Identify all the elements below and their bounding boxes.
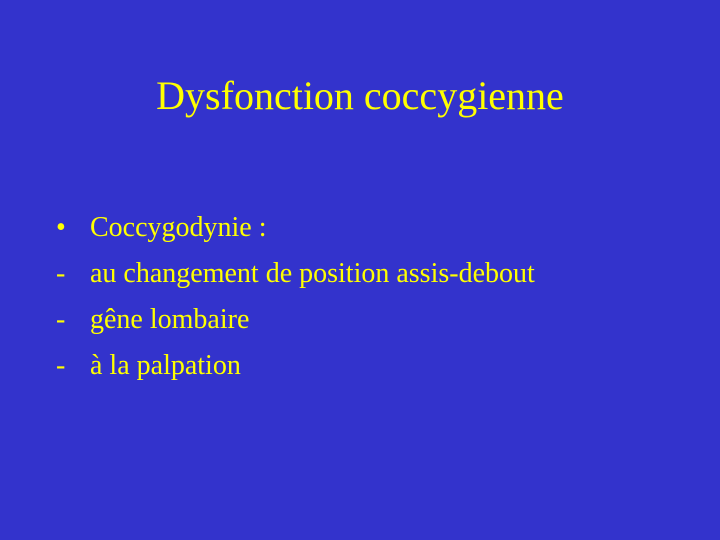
bullet-text: à la palpation bbox=[90, 350, 241, 381]
slide-title: Dysfonction coccygienne bbox=[156, 73, 564, 118]
dash-marker: - bbox=[56, 304, 66, 335]
bullet-marker: • bbox=[56, 212, 66, 243]
bullet-text: au changement de position assis-debout bbox=[90, 258, 535, 289]
bullet-item bbox=[54, 297, 694, 343]
bullet-item bbox=[54, 343, 694, 389]
bullet-item bbox=[54, 205, 694, 251]
bullet-item bbox=[54, 251, 694, 297]
bullet-list bbox=[54, 205, 694, 389]
bullet-text: gêne lombaire bbox=[90, 304, 250, 335]
bullet-text: Coccygodynie : bbox=[90, 212, 267, 243]
dash-marker: - bbox=[56, 350, 66, 381]
dash-marker: - bbox=[56, 258, 66, 289]
